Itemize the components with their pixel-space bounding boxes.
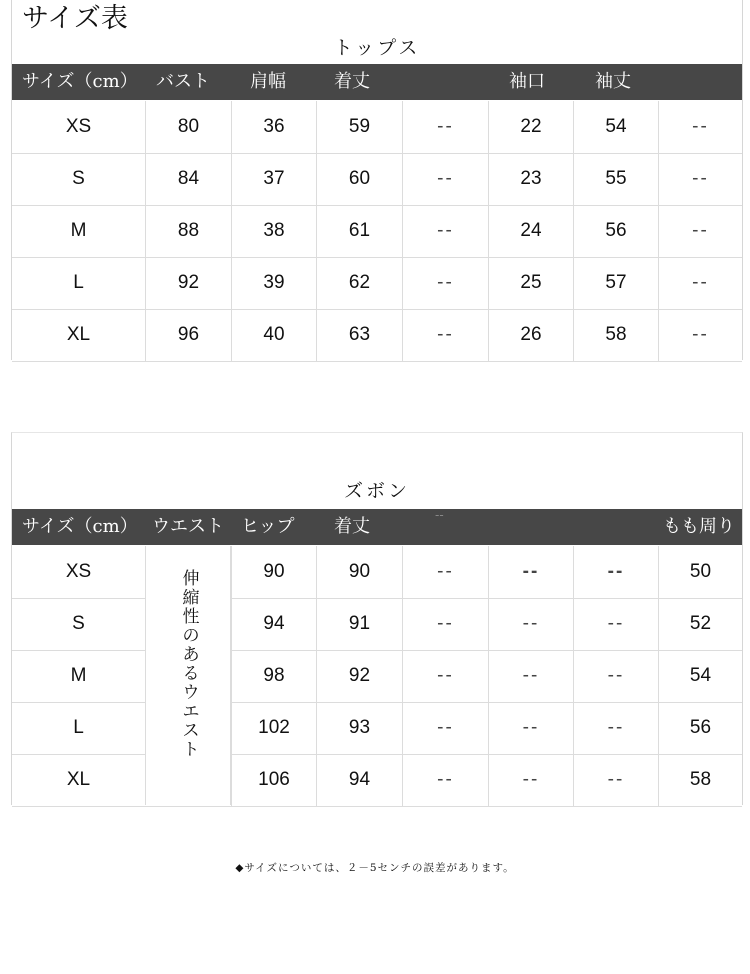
- blank-cell: --: [402, 205, 488, 257]
- size-cell: S: [72, 613, 85, 634]
- length-cell: 59: [316, 101, 402, 153]
- hip-cell: 102: [231, 702, 316, 754]
- bust-cell: 84: [145, 153, 231, 205]
- table-row: [12, 205, 742, 258]
- size-cell: XS: [65, 561, 92, 582]
- sleeve-cell: 58: [573, 309, 658, 361]
- tops-header-row: [12, 64, 742, 100]
- page-title: サイズ表: [22, 3, 128, 34]
- cuff-cell: 23: [488, 153, 573, 205]
- table-row: [12, 702, 742, 755]
- header-stray-dash: --: [435, 508, 444, 522]
- tops-title: トップス: [333, 37, 421, 59]
- blank-cell: --: [402, 650, 488, 702]
- blank-cell: --: [488, 598, 573, 650]
- blank-cell: --: [658, 205, 742, 257]
- length-cell: 63: [316, 309, 402, 361]
- blank-cell: --: [573, 754, 658, 806]
- bottoms-header-row: [12, 509, 742, 545]
- table-row: [12, 309, 742, 362]
- bust-cell: 88: [145, 205, 231, 257]
- length-cell: 94: [316, 754, 402, 806]
- blank-cell: --: [488, 702, 573, 754]
- waist-note: 伸縮性のあるウエスト: [182, 569, 200, 760]
- size-cell: XS: [65, 116, 92, 137]
- blank-cell: --: [658, 257, 742, 309]
- thigh-cell: 50: [658, 546, 742, 598]
- blank-cell: --: [402, 309, 488, 361]
- sleeve-cell: 56: [573, 205, 658, 257]
- length-cell: 93: [316, 702, 402, 754]
- shoulder-cell: 38: [231, 205, 316, 257]
- bottoms-header-thigh: もも周り: [663, 516, 735, 537]
- tops-header-size: サイズ（cm）: [22, 71, 138, 92]
- blank-cell: --: [573, 702, 658, 754]
- blank-cell: --: [488, 650, 573, 702]
- table-row: [12, 101, 742, 154]
- thigh-cell: 56: [658, 702, 742, 754]
- blank-cell: --: [402, 101, 488, 153]
- length-cell: 90: [316, 546, 402, 598]
- hip-cell: 94: [231, 598, 316, 650]
- blank-cell: --: [402, 754, 488, 806]
- cuff-cell: 22: [488, 101, 573, 153]
- blank-cell: --: [402, 153, 488, 205]
- cuff-cell: 26: [488, 309, 573, 361]
- shoulder-cell: 36: [231, 101, 316, 153]
- bust-cell: 80: [145, 101, 231, 153]
- sleeve-cell: 54: [573, 101, 658, 153]
- shoulder-cell: 40: [231, 309, 316, 361]
- length-cell: 61: [316, 205, 402, 257]
- table-row: [12, 754, 742, 807]
- blank-cell: --: [402, 702, 488, 754]
- thigh-cell: 52: [658, 598, 742, 650]
- tops-header-length: 着丈: [334, 71, 370, 92]
- cuff-cell: 24: [488, 205, 573, 257]
- bottoms-header-size: サイズ（cm）: [22, 516, 138, 537]
- table-row: [12, 650, 742, 703]
- tops-header-shoulder: 肩幅: [250, 71, 286, 92]
- bottoms-panel: [11, 432, 743, 805]
- hip-cell: 106: [231, 754, 316, 806]
- size-cell: M: [70, 665, 87, 686]
- sleeve-cell: 57: [573, 257, 658, 309]
- bottoms-header-waist: ウエスト: [152, 516, 224, 537]
- length-cell: 92: [316, 650, 402, 702]
- cuff-cell: 25: [488, 257, 573, 309]
- table-row: [12, 153, 742, 206]
- hip-cell: 90: [231, 546, 316, 598]
- size-cell: L: [73, 717, 84, 738]
- thigh-cell: 58: [658, 754, 742, 806]
- sleeve-cell: 55: [573, 153, 658, 205]
- blank-cell: --: [658, 153, 742, 205]
- bust-cell: 96: [145, 309, 231, 361]
- size-cell: XL: [66, 324, 91, 345]
- shoulder-cell: 39: [231, 257, 316, 309]
- size-cell: XL: [66, 769, 91, 790]
- footnote: ◆サイズについては、２－5センチの誤差があります。: [235, 862, 515, 874]
- size-cell: L: [73, 272, 84, 293]
- table-row: [12, 598, 742, 651]
- blank-cell: --: [488, 546, 573, 598]
- blank-cell: --: [573, 598, 658, 650]
- table-row: [12, 257, 742, 310]
- bottoms-title: ズボン: [343, 480, 410, 502]
- length-cell: 62: [316, 257, 402, 309]
- blank-cell: --: [573, 650, 658, 702]
- length-cell: 91: [316, 598, 402, 650]
- length-cell: 60: [316, 153, 402, 205]
- size-cell: M: [70, 220, 87, 241]
- tops-header-sleeve: 袖丈: [595, 71, 631, 92]
- blank-cell: --: [488, 754, 573, 806]
- tops-header-bust: バスト: [156, 71, 210, 92]
- thigh-cell: 54: [658, 650, 742, 702]
- hip-cell: 98: [231, 650, 316, 702]
- blank-cell: --: [402, 257, 488, 309]
- bust-cell: 92: [145, 257, 231, 309]
- blank-cell: --: [402, 598, 488, 650]
- size-cell: S: [72, 168, 85, 189]
- blank-cell: --: [573, 546, 658, 598]
- bottoms-header-hip: ヒップ: [241, 516, 295, 537]
- blank-cell: --: [658, 309, 742, 361]
- tops-panel: [11, 0, 743, 360]
- shoulder-cell: 37: [231, 153, 316, 205]
- waist-merged-cell: [145, 546, 231, 805]
- tops-header-cuff: 袖口: [509, 71, 545, 92]
- blank-cell: --: [402, 546, 488, 598]
- table-row: [12, 546, 742, 599]
- bottoms-header-length: 着丈: [334, 516, 370, 537]
- blank-cell: --: [658, 101, 742, 153]
